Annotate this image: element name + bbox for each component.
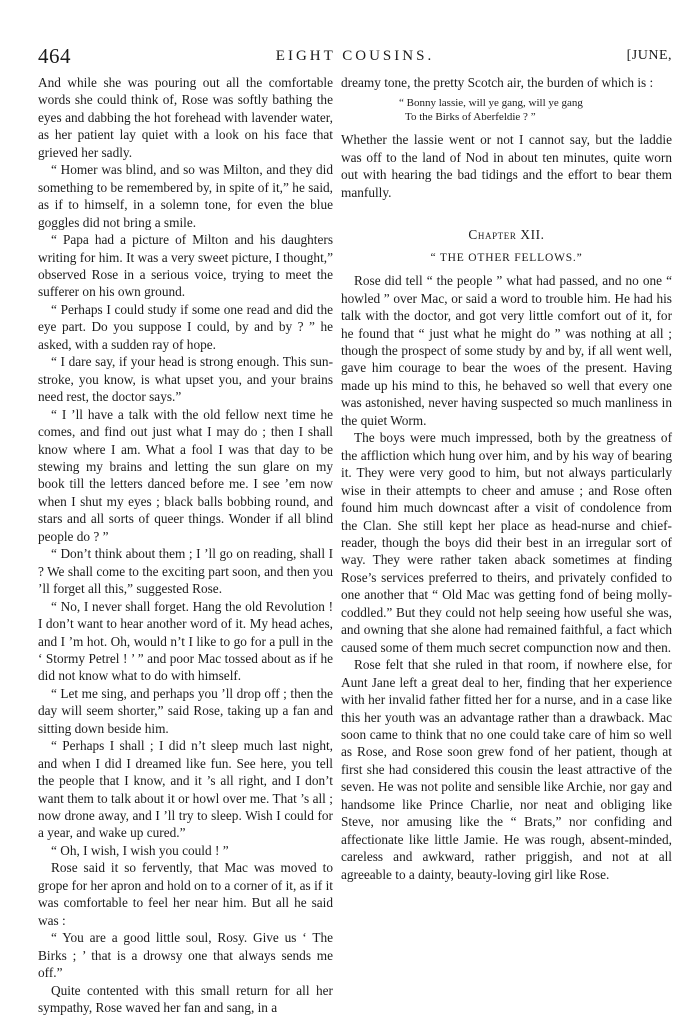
- poem-line: To the Birks of Aberfeldie ? ”: [405, 111, 536, 124]
- paragraph: “ I ’ll have a talk with the old fellow next time he comes, and find out just what I may do ; then I shall know where I am. What a fool I was that day to be stewing my brains and letting the sun glare on my book till the letters danced before me. I see ’em now when I shut my eyes ; black balls bobbing round, and stars and all sorts of queer things. Wonder if all blind people do ? ”: [38, 406, 333, 544]
- paragraph: Whether the lassie went or not I cannot say, but the laddie was off to the land of Nod in about ten minutes, quite worn out with hearing the bad tidings and the effort to bear them manfully.: [341, 132, 672, 200]
- page-header: [38, 44, 672, 70]
- poem-quote: [341, 96, 672, 124]
- paragraph: And while she was pouring out all the comfortable words she could think of, Rose was softly bathing the eyes and dabbing the hot forehead with lavender water, as her patient lay quiet with a look on his face that grieved her sadly.: [38, 75, 333, 160]
- paragraph: The boys were much impressed, both by the greatness of the affliction which hung over him, and by his way of bearing it. They were very good to him, but not always particularly wise in their attempts to cheer and amuse ; and Rose often found him much downcast after a visit of condolence from the Clan. She still kept her place as head-nurse and chief-reader, though the boys did their best in an irregular sort of way. They were rather taken aback sometimes at finding Rose’s services preferred to theirs, and privately confided to one another that “ Old Mac was getting fond of being molly-coddled.” But they could not help seeing how useful she was, and owning that she alone had remained faithful, a fact which caused some of them much secret compunction now and then.: [341, 430, 672, 655]
- paragraph: “ No, I never shall forget. Hang the old Revolution ! I don’t want to hear another word of it. My head aches, and I ’m hot. Oh, would n’t I like to go for a pull in the ‘ Stormy Petrel ! ’ ” and poor Mac tossed about as if he did not know what to do with himself.: [38, 598, 333, 684]
- right-column: [341, 74, 672, 883]
- paragraph: “ Homer was blind, and so was Milton, and they did something to be remembered by, in spite of it,” he said, as if to himself, in a solemn tone, for even the blue goggles did not bring a smile.: [38, 162, 333, 230]
- running-title: EIGHT COUSINS.: [275, 48, 435, 64]
- paragraph: “ Perhaps I shall ; I did n’t sleep much last night, and when I did I dreamed like fun. See here, you tell the people that I know, and it ’s all right, and I don’t want them to talk about it or howl over me. That ’s all ; now drone away, and I ’ll try to sleep. Wish I could for a year, and wake up cured.”: [38, 738, 333, 841]
- paragraph: “ I dare say, if your head is strong enough. This sun-stroke, you know, is what upset you, and your brains need rest, the doctor says.”: [38, 354, 333, 405]
- paragraph-continuation: dreamy tone, the pretty Scotch air, the burden of which is :: [341, 75, 654, 90]
- paragraph: “ Let me sing, and perhaps you ’ll drop off ; then the day will seem shorter,” said Rose, taking up a fan and sitting down beside him.: [38, 685, 333, 736]
- paragraph: “ You are a good little soul, Rosy. Give us ‘ The Birks ; ’ that is a drowsy one that always sends me off.”: [38, 930, 333, 981]
- paragraph: Rose did tell “ the people ” what had passed, and no one “ howled ” over Mac, or said a word to trouble him. He had his talk with the doctor, and got very little comfort out of it, for he found that “ just what he might do ” was nothing at all ; though the prospect of some study by and by, if all went well, gave him courage to bear the woes of the present. Having made up his mind to this, he behaved so well that every one was astonished, never having suspected so much manliness in the quiet Worm.: [341, 273, 672, 428]
- paragraph: Rose felt that she ruled in that room, if nowhere else, for Aunt Jane left a great deal to her, finding that her experience with her invalid father fitted her for a nurse, and in a case like this her youth was an advantage rather than a drawback. Mac soon came to think that no one could take care of him so well as Rose, and Rose soon grew fond of her patient, though at first she had considered this cousin the least attractive of the seven. He was not polite and sensible like Archie, nor gay and handsome like Prince Charlie, nor neat and obliging like Steve, nor amusing like the “ Brats,” nor confiding and affectionate like little Jamie. He was rough, absent-minded, careless and awkward, rather priggish, and not at all agreeable to a dainty, beauty-loving girl like Rose.: [341, 657, 672, 882]
- paragraph: “ Perhaps I could study if some one read and did the eye part. Do you suppose I could, by and by ? ” he asked, with a sudden ray of hope.: [38, 301, 333, 352]
- poem-line: “ Bonny lassie, will ye gang, will ye gang: [399, 97, 583, 110]
- chapter-heading: Chapter XII.: [468, 227, 545, 243]
- running-date: [JUNE,: [626, 48, 672, 63]
- left-column: [38, 74, 333, 1016]
- paragraph: “ Don’t think about them ; I ’ll go on reading, shall I ? We shall come to the exciting part soon, and then you ’ll forget all this,” suggested Rose.: [38, 546, 333, 597]
- paragraph: “ Oh, I wish, I wish you could ! ”: [51, 842, 229, 858]
- paragraph: “ Papa had a picture of Milton and his daughters writing for him. It was a very sweet picture, I thought,” observed Rose in a serious voice, trying to meet the sufferer on his own ground.: [38, 232, 333, 300]
- page-number: 464: [38, 44, 71, 68]
- paragraph: Rose said it so fervently, that Mac was moved to grope for her apron and hold on to a corner of it, as if it was comfortable to feel her near him. But all he said was :: [38, 860, 333, 928]
- paragraph: Quite contented with this small return for all her sympathy, Rose waved her fan and sang, in a: [38, 982, 333, 1016]
- chapter-subtitle: “ THE OTHER FELLOWS.”: [430, 251, 583, 264]
